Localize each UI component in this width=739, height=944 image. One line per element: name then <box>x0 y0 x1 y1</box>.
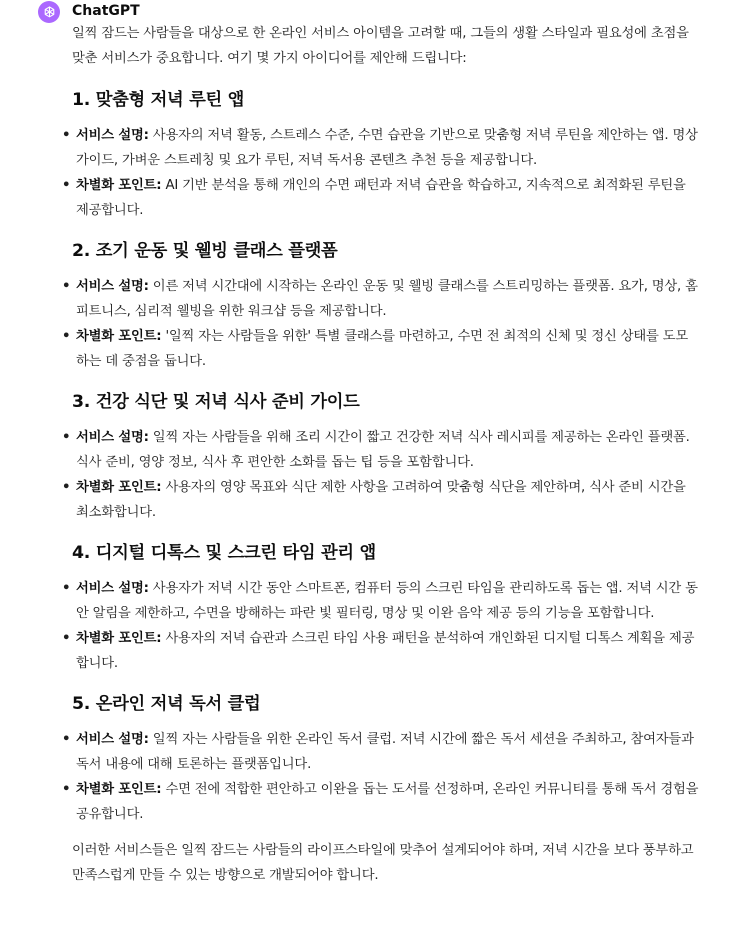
bullet-list <box>62 425 700 525</box>
section-title: 4. 디지털 디톡스 및 스크린 타임 관리 앱 <box>72 543 376 563</box>
section-title: 1. 맞춤형 저녁 루틴 앱 <box>72 90 245 110</box>
bullet-list <box>62 576 700 676</box>
bullet-icon: • <box>62 128 71 143</box>
list-item <box>62 324 700 374</box>
item-text: 일찍 자는 사람들을 위한 온라인 독서 클럽. 저녁 시간에 짧은 독서 세션을 주최하고, 참여자들과 독서 내용에 대해 토론하는 플랫폼입니다. <box>76 732 694 772</box>
bullet-icon: • <box>62 480 71 495</box>
bullet-list <box>62 123 700 223</box>
chatgpt-avatar <box>38 1 60 23</box>
list-item <box>62 727 700 777</box>
intro-paragraph: 일찍 잠드는 사람들을 대상으로 한 온라인 서비스 아이템을 고려할 때, 그들의 생활 스타일과 필요성에 초점을 맞춘 서비스가 중요합니다. 여기 몇 가지 아이디어를 제안해 드립니다: <box>72 26 689 66</box>
list-item <box>62 576 700 626</box>
item-text: 사용자의 영양 목표와 식단 제한 사항을 고려하여 맞춤형 식단을 제안하며, 식사 준비 시간을 최소화합니다. <box>76 480 686 520</box>
list-item <box>62 425 700 475</box>
item-text: 이른 저녁 시간대에 시작하는 온라인 운동 및 웰빙 클래스를 스트리밍하는 플랫폼. 요가, 명상, 홈 피트니스, 심리적 웰빙을 위한 워크샵 등을 제공합니다. <box>76 279 698 319</box>
bullet-icon: • <box>62 581 71 596</box>
item-label: 서비스 설명: <box>76 279 149 294</box>
bullet-list <box>62 274 700 374</box>
section <box>62 388 700 525</box>
outro-paragraph: 이러한 서비스들은 일찍 잠드는 사람들의 라이프스타일에 맞추어 설계되어야 하며, 저녁 시간을 보다 풍부하고 만족스럽게 만들 수 있는 방향으로 개발되어야 합니다. <box>72 843 694 883</box>
item-label: 차별화 포인트: <box>76 631 162 646</box>
sections <box>62 86 700 827</box>
list-item <box>62 777 700 827</box>
section-title: 3. 건강 식단 및 저녁 식사 준비 가이드 <box>72 392 360 412</box>
bullet-icon: • <box>62 279 71 294</box>
item-label: 차별화 포인트: <box>76 178 162 193</box>
item-label: 차별화 포인트: <box>76 480 162 495</box>
bullet-icon: • <box>62 178 71 193</box>
section <box>62 690 700 827</box>
item-text: 사용자의 저녁 활동, 스트레스 수준, 수면 습관을 기반으로 맞춤형 저녁 루틴을 제안하는 앱. 명상 가이드, 가벼운 스트레칭 및 요가 루틴, 저녁 독서용 콘텐츠 추천 등을 제공합니다. <box>76 128 698 168</box>
item-label: 차별화 포인트: <box>76 329 162 344</box>
item-label: 서비스 설명: <box>76 430 149 445</box>
list-item <box>62 475 700 525</box>
section <box>62 237 700 374</box>
list-item <box>62 274 700 324</box>
section <box>62 539 700 676</box>
openai-logo-icon <box>42 5 57 20</box>
item-text: 사용자의 저녁 습관과 스크린 타임 사용 패턴을 분석하여 개인화된 디지털 디톡스 계획을 제공합니다. <box>76 631 695 671</box>
section <box>62 86 700 223</box>
list-item <box>62 626 700 676</box>
item-text: AI 기반 분석을 통해 개인의 수면 패턴과 저녁 습관을 학습하고, 지속적으로 최적화된 루틴을 제공합니다. <box>76 178 686 218</box>
item-text: '일찍 자는 사람들을 위한' 특별 클래스를 마련하고, 수면 전 최적의 신체 및 정신 상태를 도모하는 데 중점을 둡니다. <box>76 329 688 369</box>
item-label: 서비스 설명: <box>76 128 149 143</box>
item-label: 차별화 포인트: <box>76 782 162 797</box>
item-label: 서비스 설명: <box>76 732 149 747</box>
section-title: 5. 온라인 저녁 독서 클럽 <box>72 694 261 714</box>
list-item <box>62 173 700 223</box>
list-item <box>62 123 700 173</box>
bullet-list <box>62 727 700 827</box>
item-text: 사용자가 저녁 시간 동안 스마트폰, 컴퓨터 등의 스크린 타임을 관리하도록 돕는 앱. 저녁 시간 동안 알림을 제한하고, 수면을 방해하는 파란 빛 필터링, 명상 및 이완 음악 제공 등의 기능을 포함합니다. <box>76 581 698 621</box>
author-name: ChatGPT <box>72 3 140 19</box>
message-content <box>62 21 700 888</box>
section-title: 2. 조기 운동 및 웰빙 클래스 플랫폼 <box>72 241 338 261</box>
bullet-icon: • <box>62 329 71 344</box>
bullet-icon: • <box>62 782 71 797</box>
item-text: 일찍 자는 사람들을 위해 조리 시간이 짧고 건강한 저녁 식사 레시피를 제공하는 온라인 플랫폼. 식사 준비, 영양 정보, 식사 후 편안한 소화를 돕는 팁 등을 포함합니다. <box>76 430 690 470</box>
item-text: 수면 전에 적합한 편안하고 이완을 돕는 도서를 선정하며, 온라인 커뮤니티를 통해 독서 경험을 공유합니다. <box>76 782 699 822</box>
bullet-icon: • <box>62 631 71 646</box>
bullet-icon: • <box>62 732 71 747</box>
item-label: 서비스 설명: <box>76 581 149 596</box>
bullet-icon: • <box>62 430 71 445</box>
